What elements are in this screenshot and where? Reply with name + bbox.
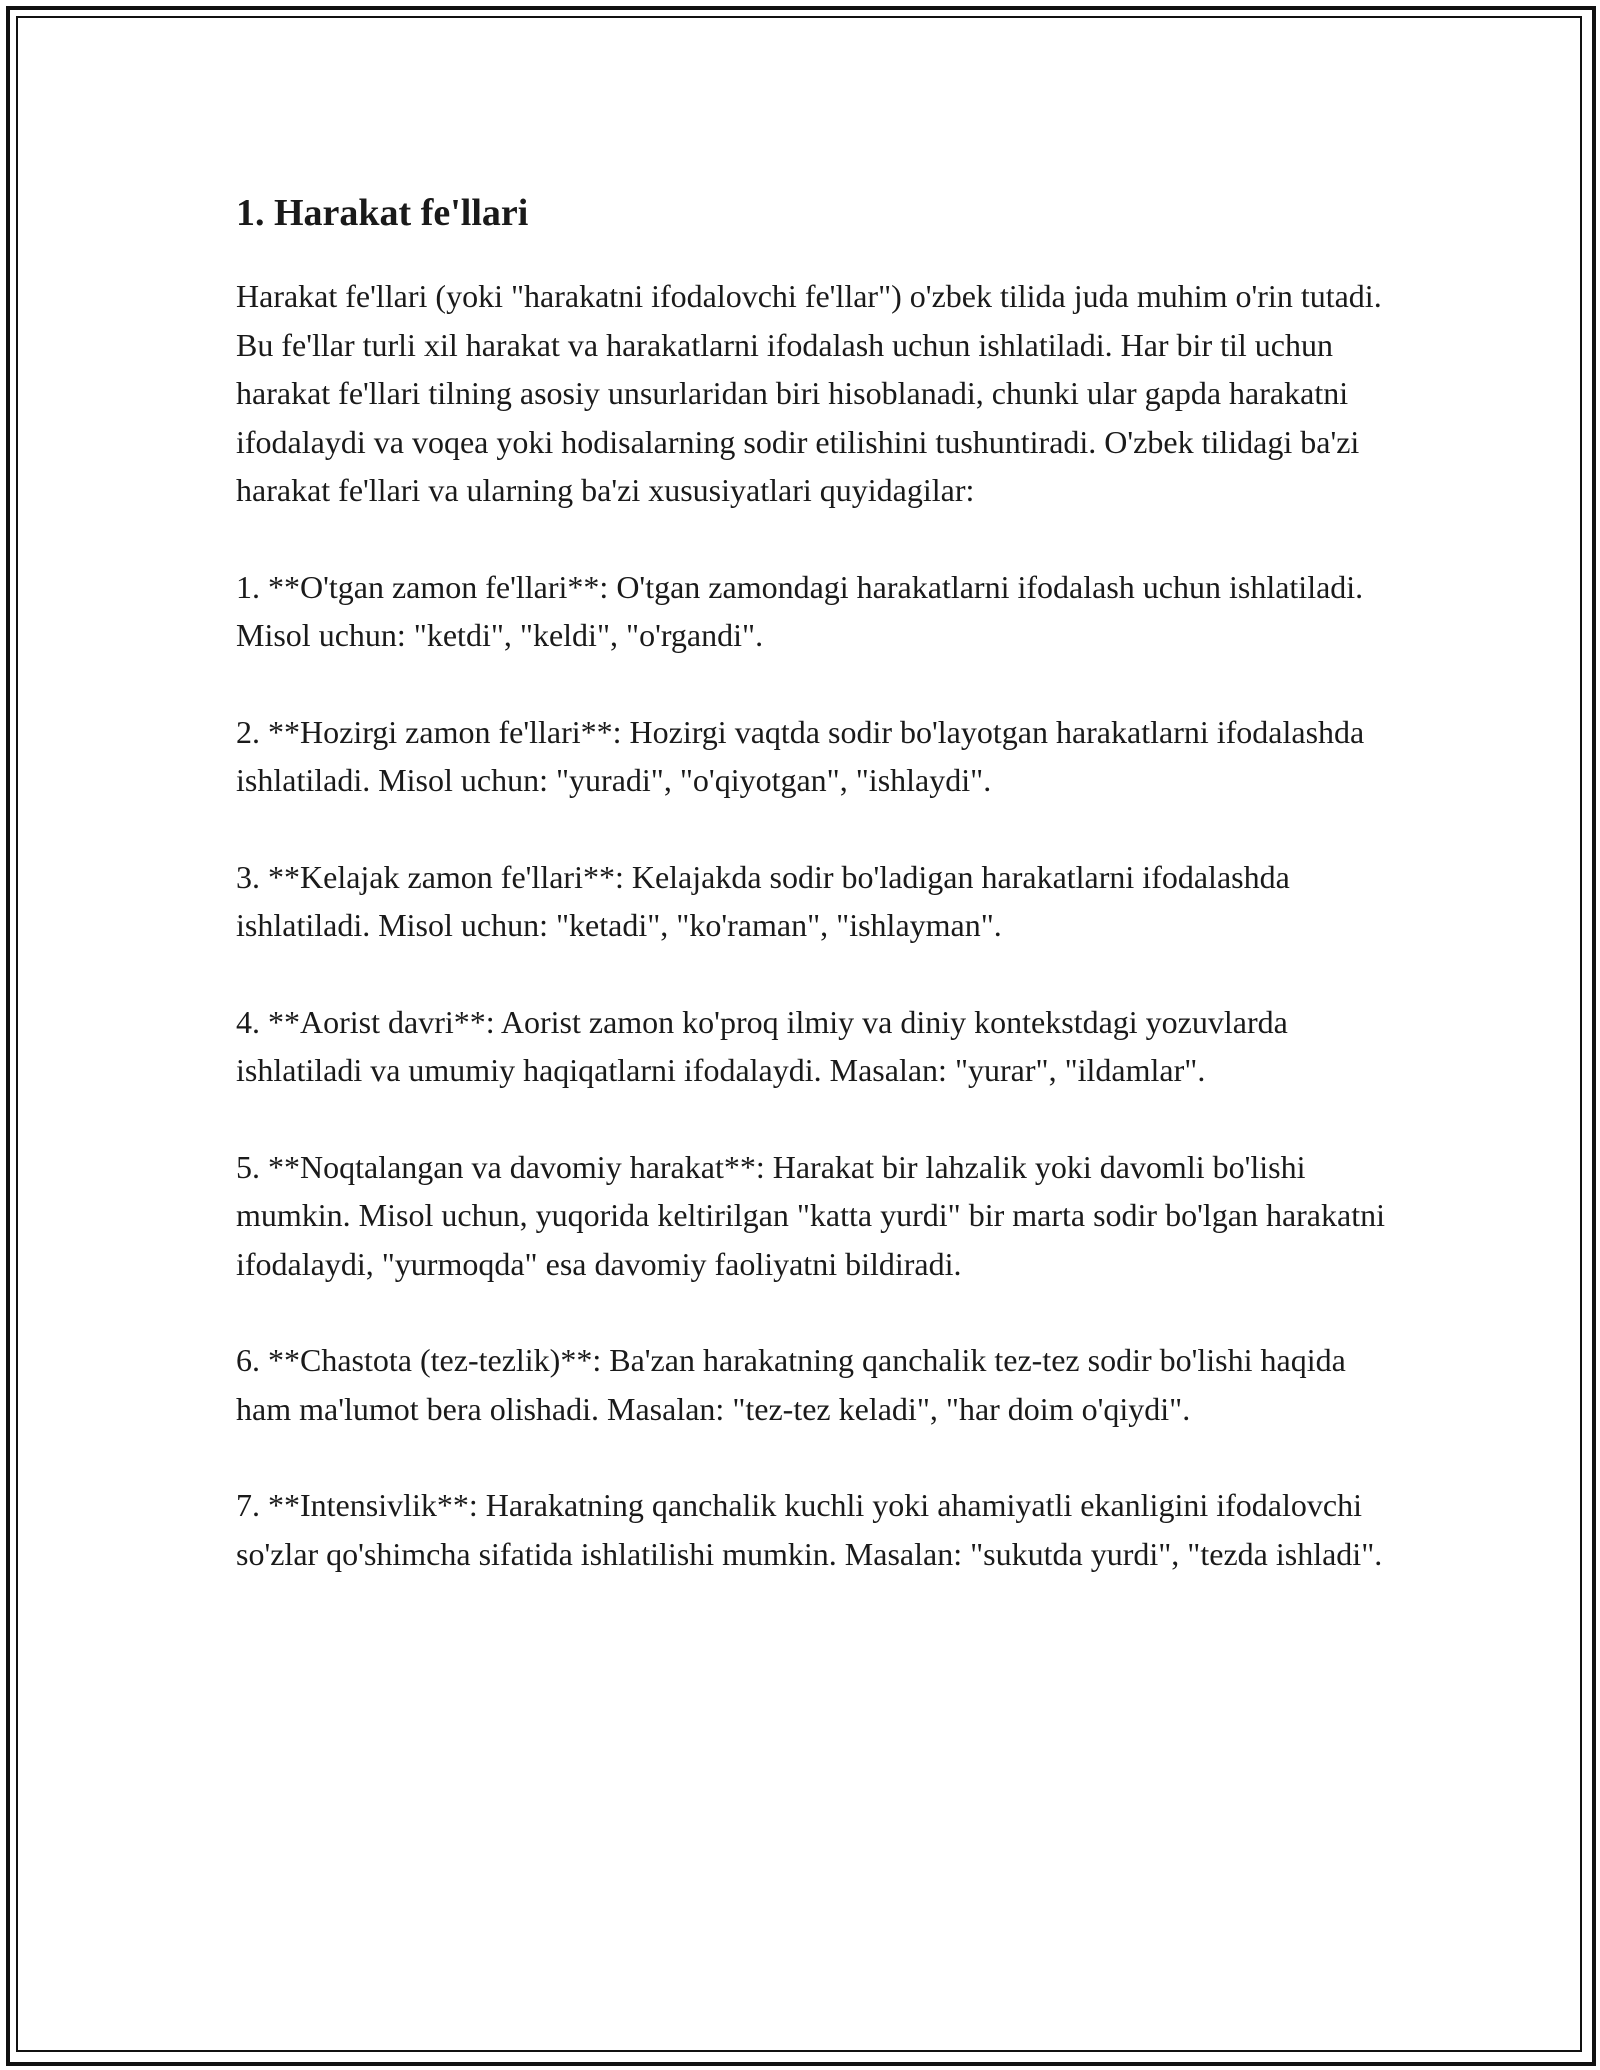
list-item: 4. **Aorist davri**: Aorist zamon ko'proq ilmiy va diniy kontekstdagi yozuvlarda ishlatiladi va umumiy haqiqatlarni ifodalaydi. Masalan: "yurar", "ildamlar". [236, 1003, 1288, 1088]
list-item: 6. **Chastota (tez-tezlik)**: Ba'zan harakatning qanchalik tez-tez sodir bo'lishi haqida ham ma'lumot bera olishadi. Masalan: "tez-tez keladi", "har doim o'qiydi". [236, 1342, 1346, 1427]
list-item: 5. **Noqtalangan va davomiy harakat**: Harakat bir lahzalik yoki davomli bo'lishi mumkin. Misol uchun, yuqorida keltirilgan "katta yurdi" bir marta sodir bo'lgan harakatni ifodalaydi, "yurmoqda" esa davomiy faoliyatni bildiradi. [236, 1148, 1385, 1282]
document-title: 1. Harakat fe'llari [236, 192, 529, 234]
intro-paragraph: Harakat fe'llari (yoki "harakatni ifodalovchi fe'llar") o'zbek tilida juda muhim o'rin tutadi. Bu fe'llar turli xil harakat va harakatlarni ifodalash uchun ishlatiladi. Har bir til uchun harakat fe'llari tilning asosiy unsurlaridan biri hisoblanadi, chunki ular gapda harakatni ifodalaydi va voqea yoki hodisalarning sodir etilishini tushuntiradi. O'zbek tilidagi ba'zi harakat fe'llari va ularning ba'zi xususiyatlari quyidagilar: [236, 278, 1382, 508]
list-item: 7. **Intensivlik**: Harakatning qanchalik kuchli yoki ahamiyatli ekanligini ifodalovchi so'zlar qo'shimcha sifatida ishlatilishi mumkin. Masalan: "sukutda yurdi", "tezda ishladi". [236, 1487, 1383, 1572]
list-item: 2. **Hozirgi zamon fe'llari**: Hozirgi vaqtda sodir bo'layotgan harakatlarni ifodalashda ishlatiladi. Misol uchun: "yuradi", "o'qiyotgan", "ishlaydi". [236, 713, 1365, 798]
list-item: 1. **O'tgan zamon fe'llari**: O'tgan zamondagi harakatlarni ifodalash uchun ishlatiladi. Misol uchun: "ketdi", "keldi", "o'rgandi". [236, 568, 1364, 653]
list-item: 3. **Kelajak zamon fe'llari**: Kelajakda sodir bo'ladigan harakatlarni ifodalashda ishlatiladi. Misol uchun: "ketadi", "ko'raman", "ishlayman". [236, 858, 1290, 943]
document-body [236, 188, 1386, 1626]
